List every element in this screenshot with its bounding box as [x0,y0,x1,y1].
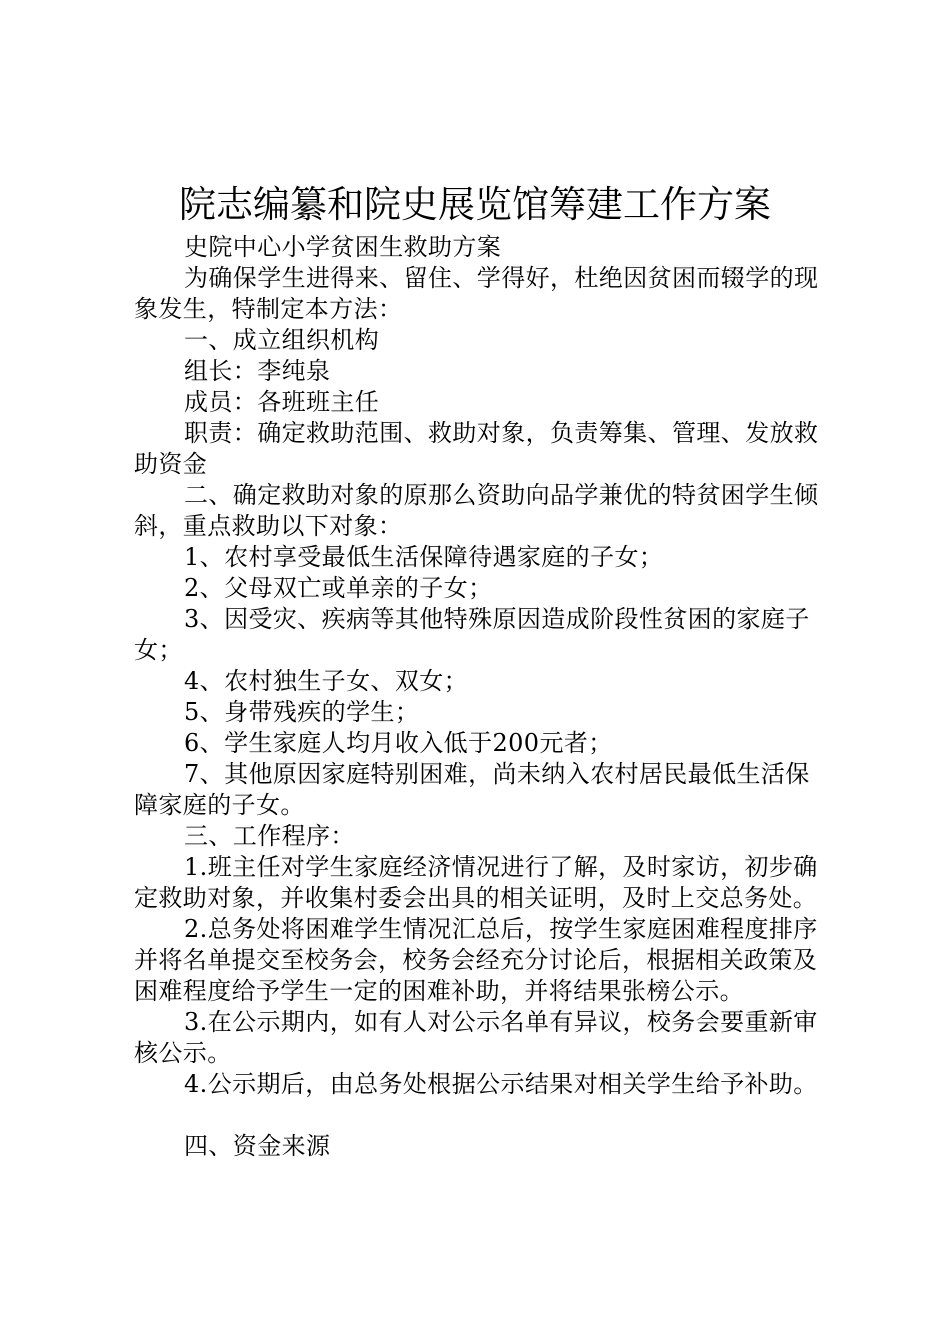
blank-line [134,1100,824,1131]
section-heading-4: 四、资金来源 [184,1132,331,1160]
procedure-step: 3.在公示期内，如有人对公示名单有异议，校务会要重新审核公示。 [134,1008,818,1067]
list-item: 4、农村独生子女、双女； [184,667,469,695]
list-item: 2、父母双亡或单亲的子女； [184,574,493,602]
list-item: 6、学生家庭人均月收入低于200元者； [184,729,613,757]
subtitle-paragraph: 史院中心小学贫困生救助方案 [184,233,502,261]
procedure-step: 1.班主任对学生家庭经济情况进行了解，及时家访，初步确定救助对象，并收集村委会出具的相关证明，及时上交总务处。 [134,853,818,912]
list-item: 5、身带残疾的学生； [184,698,420,726]
list-item: 3、因受灾、疾病等其他特殊原因造成阶段性贫困的家庭子女； [134,605,810,664]
members-line: 成员：各班班主任 [184,388,380,416]
section-heading-3: 三、工作程序： [184,822,355,850]
document-body [134,232,824,1162]
intro-paragraph: 为确保学生进得来、留住、学得好，杜绝因贫困而辍学的现象发生，特制定本方法： [134,264,819,323]
section-heading-2: 二、确定救助对象的原那么资助向品学兼优的特贫困学生倾斜，重点救助以下对象： [134,481,819,540]
section-heading-1: 一、成立组织机构 [184,326,380,354]
procedure-step: 2.总务处将困难学生情况汇总后，按学生家庭困难程度排序并将名单提交至校务会，校务会经充分讨论后，根据相关政策及困难程度给予学生一定的困难补助，并将结果张榜公示。 [134,915,818,1005]
procedure-step: 4.公示期后，由总务处根据公示结果对相关学生给予补助。 [184,1070,818,1098]
document-title: 院志编纂和院史展览馆筹建工作方案 [179,183,771,226]
duties-paragraph: 职责：确定救助范围、救助对象，负责筹集、管理、发放救助资金 [134,419,819,478]
list-item: 7、其他原因家庭特别困难，尚未纳入农村居民最低生活保障家庭的子女。 [134,760,810,819]
list-item: 1、农村享受最低生活保障待遇家庭的子女； [184,543,664,571]
leader-line: 组长：李纯泉 [184,357,331,385]
